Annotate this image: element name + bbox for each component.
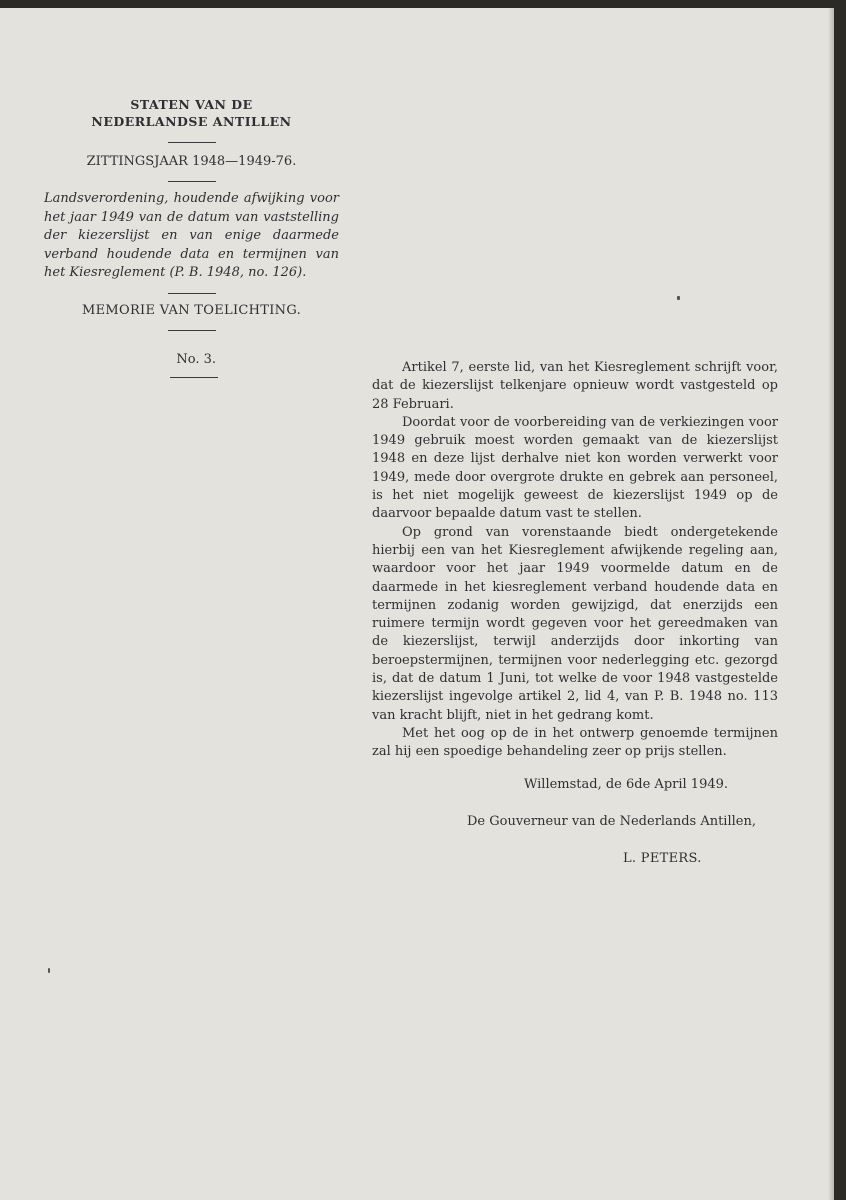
signatory-name: L. PETERS. [623, 851, 702, 866]
divider [170, 377, 218, 378]
session-year: ZITTINGSJAAR 1948—1949-76. [86, 154, 297, 169]
memorie-heading: MEMORIE VAN TOELICHTING. [81, 302, 302, 318]
body-text [372, 359, 778, 762]
divider [168, 330, 216, 331]
header-line-2: NEDERLANDSE ANTILLEN [91, 114, 292, 129]
body-paragraph: Artikel 7, eerste lid, van het Kiesreglement schrijft voor, dat de kiezerslijst telkenjare opnieuw wordt vastgesteld op 28 Februari. [372, 360, 778, 412]
document-number: No. 3. [176, 352, 216, 367]
document-page [0, 8, 834, 1200]
signatory-title: De Gouverneur van de Nederlands Antillen, [467, 814, 756, 829]
body-paragraph: Op grond van vorenstaande biedt ondergetekende hierbij een van het Kiesreglement afwijkende regeling aan, waardoor voor het jaar 1949 voormelde datum en de daarmede in het kiesreglement verband houdende data en termijnen zodanig worden gewijzigd, dat enerzijds een ruimere termijn wordt gegeven voor het gereedmaken van de kiezerslijst, terwijl anderzijds door inkorting van beroepstermijnen, termijnen voor nederlegging etc. gezorgd is, dat de datum 1 Juni, tot welke de voor 1948 vastgestelde kiezerslijst ingevolge artikel 2, lid 4, van P. B. 1948 no. 113 van kracht blijft, niet in het gedrang komt. [372, 524, 778, 723]
paper-speck [48, 968, 50, 973]
body-paragraph: Doordat voor de voorbereiding van de verkiezingen voor 1949 gebruik moest worden gemaakt van de kiezerslijst 1948 en deze lijst derhalve niet kon worden verwerkt voor 1949, mede door overgrote drukte en gebrek aan personeel, is het niet mogelijk geweest de kiezerslijst 1949 op de daarvoor bepaalde datum vast te stellen. [372, 414, 778, 522]
body-paragraph: Met het oog op de in het ontwerp genoemde termijnen zal hij een spoedige behandeling zeer op prijs stellen. [372, 725, 778, 760]
left-column [44, 96, 339, 339]
divider [168, 181, 216, 182]
divider [168, 293, 216, 294]
place-date: Willemstad, de 6de April 1949. [524, 777, 729, 792]
paper-speck [677, 296, 680, 300]
page-edge [828, 8, 834, 1200]
header-line-1: STATEN VAN DE [130, 97, 253, 112]
subject-title: Landsverordening, houdende afwijking voor het jaar 1949 van de datum van vaststelling der kiezerslijst en van enige daarmede verband houdende data en termijnen van het Kiesreglement (P. B. 1948, no. 126). [44, 191, 339, 280]
number-block [44, 351, 339, 378]
divider [168, 142, 216, 143]
